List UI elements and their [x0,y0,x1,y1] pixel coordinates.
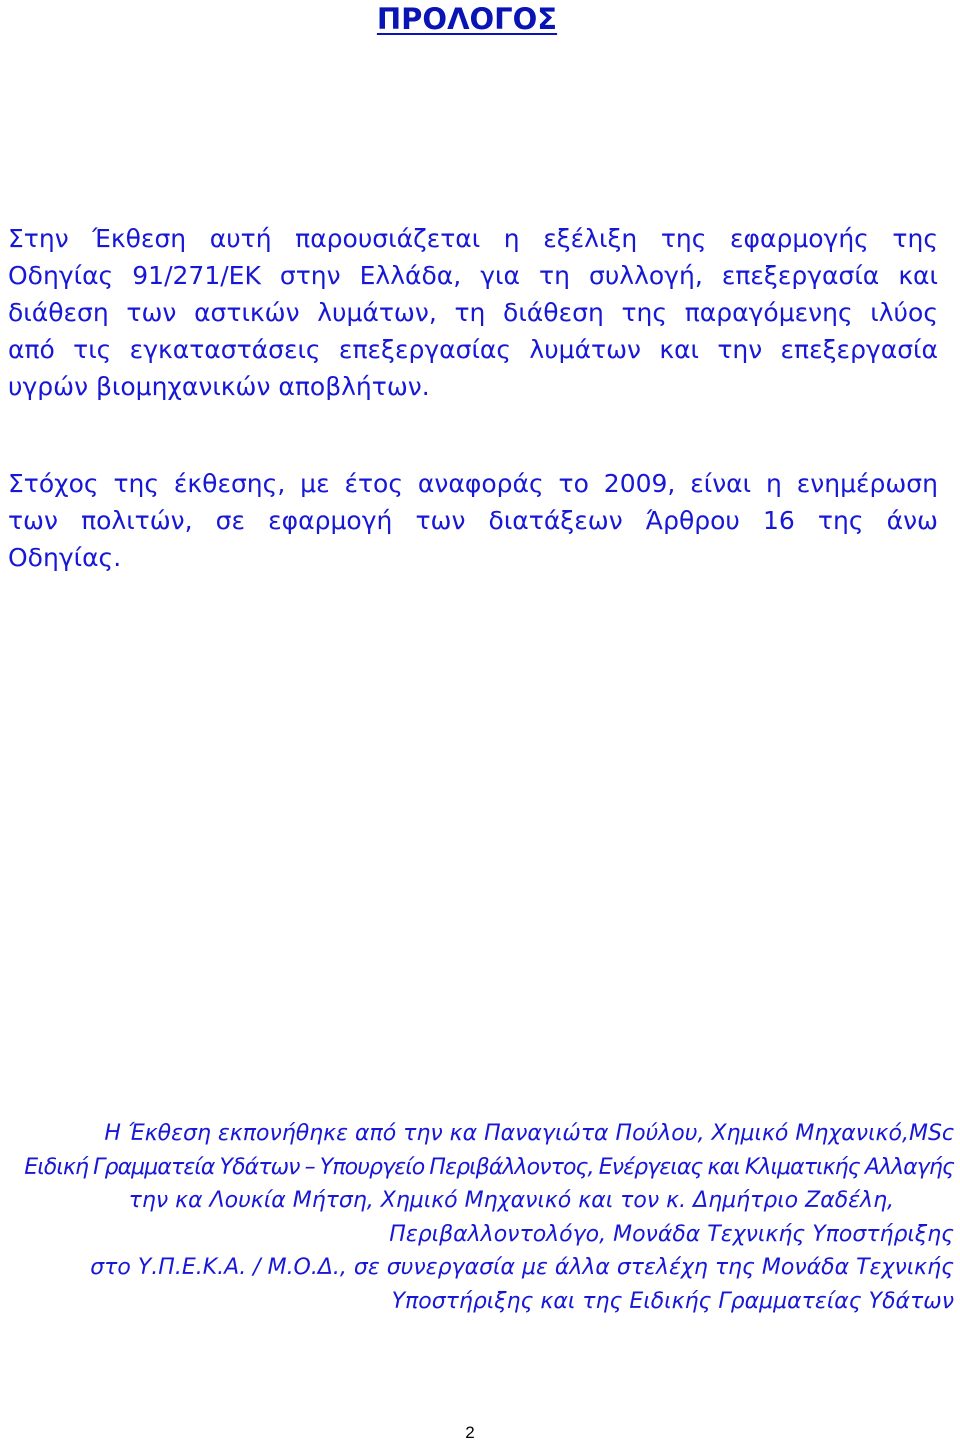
paragraph-line: Οδηγίας. [8,543,122,572]
credits-block [0,1117,954,1318]
credits-line: Ειδική Γραμματεία Υδάτων – Υπουργείο Περιβάλλοντος, Ενέργειας και Κλιματικής Αλλαγής [24,1154,954,1180]
credits-line: Περιβαλλοντολόγο, Μονάδα Τεχνικής Υποστήριξης [389,1221,954,1247]
paragraph-line: Στην Έκθεση αυτή παρουσιάζεται η εξέλιξη της εφαρμογής της [8,224,938,253]
intro-paragraph [8,220,938,405]
credits-line: Υποστήριξης και της Ειδικής Γραμματείας Υδάτων [391,1288,954,1314]
page-title: ΠΡΟΛΟΓΟΣ [376,2,558,36]
paragraph-line: υγρών βιομηχανικών αποβλήτων. [8,372,430,401]
paragraph-line: από τις εγκαταστάσεις επεξεργασίας λυμάτων και την επεξεργασία [8,335,938,364]
paragraph-line: Στόχος της έκθεσης, με έτος αναφοράς το 2009, είναι η ενημέρωση [8,469,938,498]
goal-paragraph [8,465,938,576]
credits-line: στο Υ.Π.Ε.Κ.Α. / Μ.Ο.Δ., σε συνεργασία με άλλα στελέχη της Μονάδα Τεχνικής [90,1255,954,1280]
paragraph-line: διάθεση των αστικών λυμάτων, τη διάθεση της παραγόμενης ιλύος [8,298,938,327]
paragraph-line: Οδηγίας 91/271/ΕΚ στην Ελλάδα, για τη συλλογή, επεξεργασία και [8,261,938,290]
page-number: 2 [465,1423,475,1442]
credits-line: Η Έκθεση εκπονήθηκε από την κα Παναγιώτα Πούλου, Χημικό Μηχανικό,MSc [104,1121,954,1146]
paragraph-line: των πολιτών, σε εφαρμογή των διατάξεων Άρθρου 16 της άνω [8,506,938,535]
credits-line: την κα Λουκία Μήτση, Χημικό Μηχανικό και τον κ. Δημήτριο Ζαδέλη, [128,1188,894,1213]
